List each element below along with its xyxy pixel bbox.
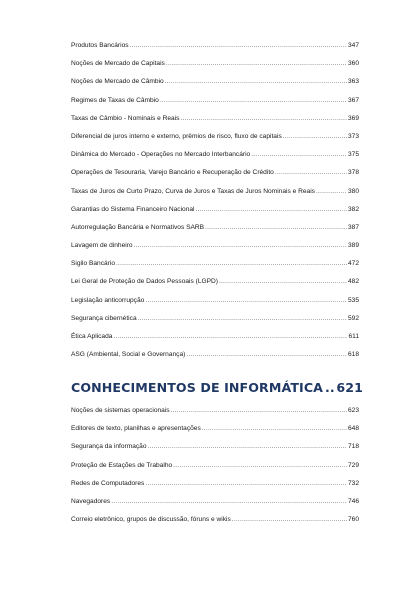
toc-entry-page: 592 — [347, 314, 359, 322]
toc-entry-page: 367 — [347, 96, 359, 104]
toc-entry-page: 472 — [347, 260, 359, 268]
toc-entry-title: Produtos Bancários — [71, 42, 129, 49]
toc-entry — [71, 457, 359, 475]
toc-entry — [71, 402, 359, 420]
toc-entry — [71, 255, 359, 273]
toc-entry-page: 535 — [347, 296, 359, 304]
toc-entry-page: 618 — [347, 351, 359, 359]
dot-leader — [111, 493, 347, 511]
toc-entry-title: Segurança da informação — [71, 443, 147, 451]
toc-entry — [71, 73, 359, 91]
toc-entry — [71, 328, 359, 346]
toc-entry-page: 729 — [347, 461, 359, 469]
toc-entry-title: Proteção de Estações de Trabalho — [71, 461, 173, 469]
toc-entry-page: 369 — [347, 114, 359, 122]
dot-leader — [325, 380, 334, 395]
toc-entry-title: Lavagem de dinheiro — [71, 242, 133, 250]
dot-leader — [232, 511, 347, 529]
toc-entry-page: 732 — [347, 479, 359, 487]
toc-entry — [71, 37, 359, 55]
table-of-contents-part-1 — [71, 37, 359, 364]
toc-entry — [71, 164, 359, 182]
toc-entry-page: 623 — [347, 407, 359, 414]
toc-entry-page: 375 — [347, 151, 359, 159]
toc-entry-page: 746 — [347, 497, 359, 505]
toc-entry-page: 347 — [347, 42, 359, 49]
toc-entry-title: Taxas de Juros de Curto Prazo, Curva de Juros e Taxas de Juros Nominais e Reais — [71, 187, 315, 195]
toc-entry — [71, 310, 359, 328]
toc-entry-title: Editores de texto, planilhas e apresentações — [71, 425, 201, 433]
toc-entry-page: 389 — [347, 242, 359, 250]
dot-leader — [202, 420, 347, 438]
dot-leader — [130, 37, 347, 55]
toc-entry-title: Segurança cibernética — [71, 314, 137, 322]
toc-entry — [71, 420, 359, 438]
toc-entry-title: Legislação anticorrupção — [71, 296, 145, 304]
toc-entry-title: Navegadores — [71, 497, 111, 505]
toc-entry-page: 482 — [347, 278, 359, 286]
dot-leader — [145, 475, 347, 493]
dot-leader — [196, 201, 347, 219]
toc-entry-title: Redes de Computadores — [71, 479, 145, 487]
dot-leader — [116, 255, 347, 273]
dot-leader — [148, 438, 347, 456]
dot-leader — [160, 92, 347, 110]
toc-entry — [71, 475, 359, 493]
table-of-contents-part-2 — [71, 402, 359, 529]
toc-entry — [71, 92, 359, 110]
toc-entry-page: 718 — [347, 443, 359, 451]
toc-entry-title: Dinâmica do Mercado - Operações no Mercado Interbancário — [71, 151, 251, 159]
dot-leader — [138, 310, 347, 328]
toc-entry-page: 382 — [347, 205, 359, 213]
toc-entry — [71, 511, 359, 529]
toc-entry — [71, 219, 359, 237]
dot-leader — [219, 273, 347, 291]
toc-entry — [71, 146, 359, 164]
toc-entry — [71, 493, 359, 511]
toc-entry-title: Sigilo Bancário — [71, 260, 115, 268]
dot-leader — [134, 237, 347, 255]
dot-leader — [171, 402, 347, 420]
dot-leader — [173, 457, 347, 475]
toc-entry-page: 760 — [347, 516, 359, 524]
toc-entry-title: Noções de sistemas operacionais — [71, 407, 170, 414]
toc-entry-title: Correio eletrônico, grupos de discussão, fóruns e wikis — [71, 516, 231, 524]
toc-entry — [71, 183, 359, 201]
toc-entry-page: 378 — [347, 169, 359, 177]
toc-entry — [71, 438, 359, 456]
toc-entry-title: Operações de Tesouraria, Varejo Bancário e Recuperação de Crédito — [71, 169, 274, 177]
toc-entry-page: 648 — [347, 425, 359, 433]
toc-entry — [71, 346, 359, 364]
toc-entry-title: Lei Geral de Proteção de Dados Pessoais (LGPD) — [71, 278, 218, 286]
toc-entry-title: Garantias do Sistema Financeiro Nacional — [71, 205, 195, 213]
toc-entry-page: 380 — [347, 187, 359, 195]
dot-leader — [145, 292, 347, 310]
toc-entry — [71, 110, 359, 128]
dot-leader — [251, 146, 347, 164]
toc-entry — [71, 273, 359, 291]
toc-entry-page: 387 — [347, 223, 359, 231]
toc-entry-title: Autorregulação Bancária e Normativos SARB — [71, 223, 205, 231]
toc-entry-title: ASG (Ambiental, Social e Governança) — [71, 351, 186, 359]
dot-leader — [113, 328, 347, 346]
dot-leader — [283, 128, 347, 146]
section-heading-title: CONHECIMENTOS DE INFORMÁTICA — [71, 380, 324, 395]
toc-entry-page: 363 — [347, 78, 359, 86]
section-heading — [71, 380, 363, 395]
toc-entry — [71, 128, 359, 146]
toc-entry-page: 373 — [347, 132, 359, 140]
toc-entry-title: Ética Aplicada — [71, 333, 113, 340]
toc-entry — [71, 292, 359, 310]
dot-leader — [316, 183, 347, 201]
dot-leader — [180, 110, 347, 128]
toc-entry-page: 360 — [347, 60, 359, 68]
dot-leader — [186, 346, 347, 364]
dot-leader — [205, 219, 347, 237]
section-heading-page: 621 — [336, 380, 363, 395]
toc-entry-title: Taxas de Câmbio - Nominais e Reais — [71, 114, 180, 122]
dot-leader — [166, 55, 347, 73]
toc-entry — [71, 55, 359, 73]
toc-entry-title: Diferencial de juros interno e externo, prêmios de risco, fluxo de capitais — [71, 132, 282, 140]
toc-entry — [71, 201, 359, 219]
dot-leader — [275, 164, 347, 182]
toc-entry-title: Noções de Mercado de Câmbio — [71, 78, 164, 86]
dot-leader — [165, 73, 347, 91]
toc-entry-page: 611 — [348, 333, 359, 340]
toc-entry-title: Regimes de Taxas de Câmbio — [71, 96, 159, 104]
toc-entry-title: Noções de Mercado de Capitais — [71, 60, 165, 68]
toc-entry — [71, 237, 359, 255]
